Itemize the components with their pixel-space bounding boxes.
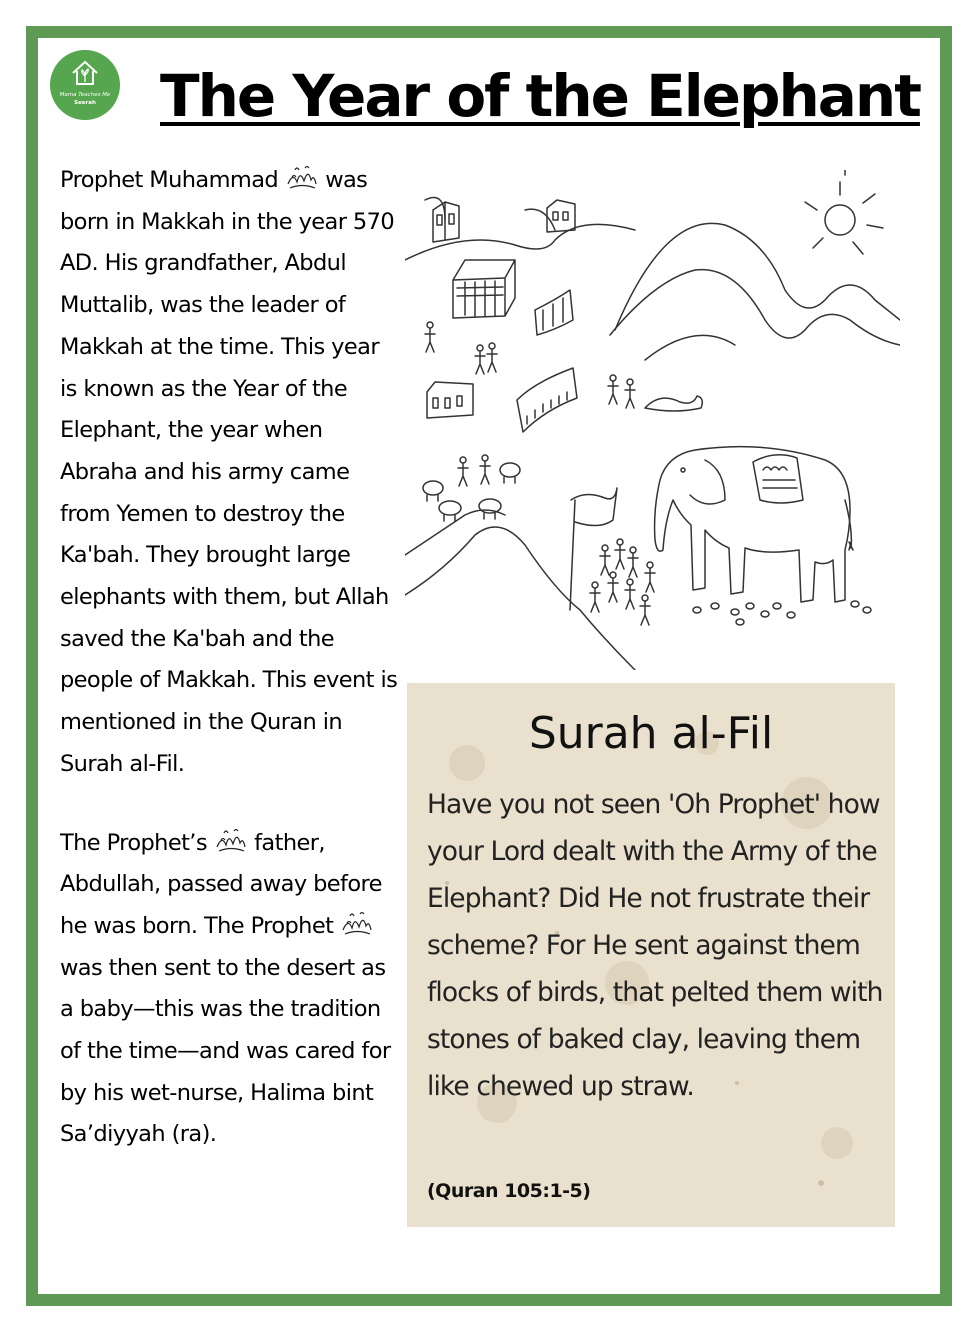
pbuh-calligraphy-icon (285, 164, 319, 190)
year-of-elephant-drawing (405, 170, 900, 670)
kaaba-drawing (453, 260, 515, 318)
stones-drawing (693, 601, 871, 625)
logo-line-2: Seerah (74, 100, 96, 106)
story-p1-b: was born in Makkah in the year 570 AD. His grandfather, Abdul Muttalib, was the leader of Makkah at the time. This year is known as the Year of the Elephant, the year when Abraha and his army came from Yemen to destroy the Ka'bah. They brought large elephants with them, but Allah saved the Ka'bah and the people of Makkah. This event is mentioned in the Quran in Surah al-Fil. (60, 167, 398, 777)
surah-reference: (Quran 105:1-5) (427, 1180, 591, 1202)
pbuh-calligraphy-icon (214, 827, 248, 853)
story-p1-a: Prophet Muhammad (60, 167, 285, 193)
elephant-blanket (753, 455, 803, 503)
house-plant-icon (71, 60, 99, 86)
story-paragraph-2 (60, 823, 400, 1157)
elephant-drawing (655, 447, 853, 602)
story-p2-b: father, Abdullah, passed away before he was born. The Prophet (60, 829, 382, 939)
pbuh-calligraphy-icon (340, 910, 374, 936)
logo (50, 50, 120, 120)
story-text (60, 160, 400, 1156)
story-paragraph-1 (60, 160, 400, 786)
sun-icon (805, 170, 883, 254)
surah-title: Surah al-Fil (528, 708, 774, 759)
logo-line-1: Mama Teaches Me (59, 92, 111, 98)
army-drawing (570, 488, 655, 625)
page-title: The Year of the Elephant (160, 62, 920, 130)
story-p2-a: The Prophet’s (60, 829, 214, 856)
surah-translation: Have you not seen 'Oh Prophet' how your Lord dealt with the Army of the Elephant? Did He not frustrate their scheme? For He sent against them flocks of birds, that pelted them with stones of baked clay, leaving them like chewed up straw. (427, 789, 883, 1102)
story-p2-c: was then sent to the desert as a baby—this was the tradition of the time—and was cared for by his wet-nurse, Halima bint Sa’diyyah (ra). (60, 954, 391, 1148)
